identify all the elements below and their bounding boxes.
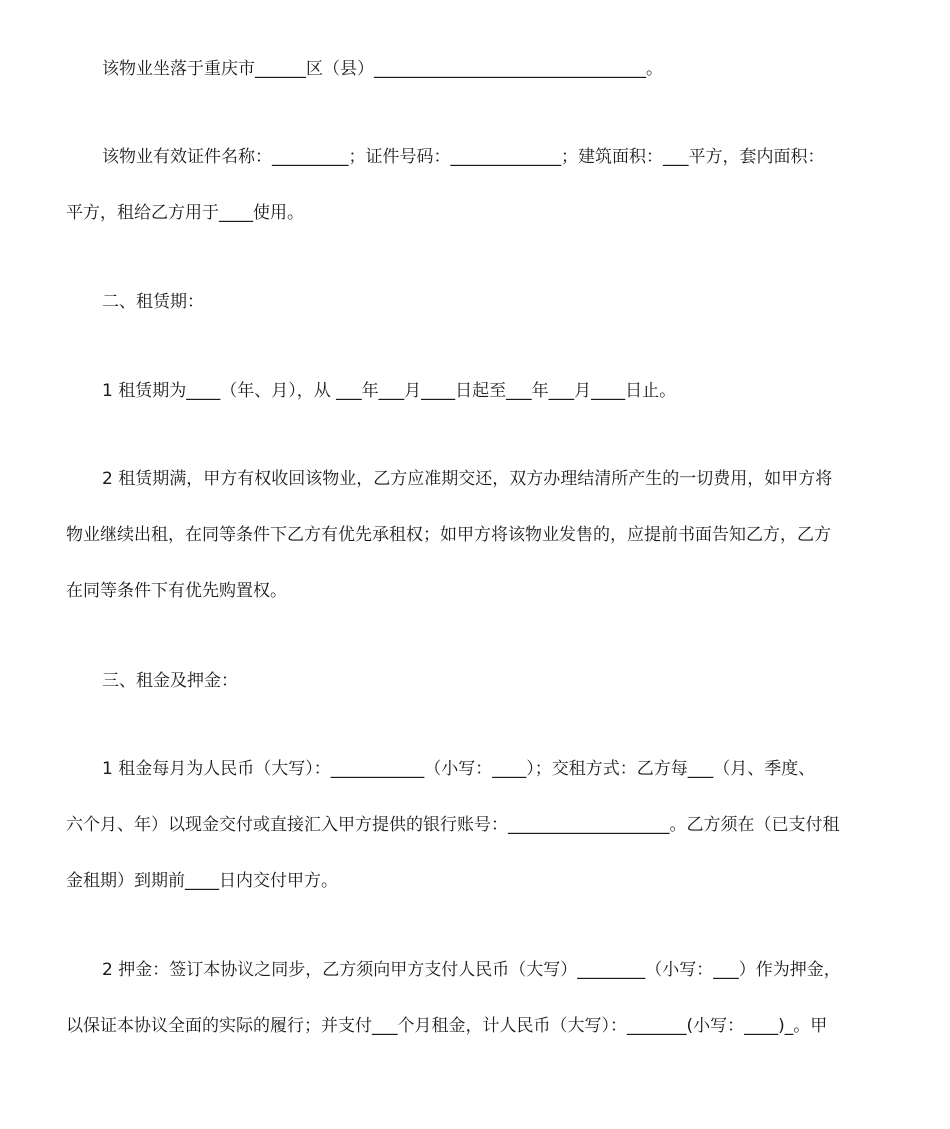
property-certificate-line: 该物业有效证件名称：_________；证件号码：_____________；建筑面积：___平方，套内面积： xyxy=(102,147,825,167)
section-heading-lease-term: 二、租赁期： xyxy=(102,292,204,312)
lease-term-clause-2-line-1: 2 租赁期满，甲方有权收回该物业，乙方应准期交还，双方办理结清所产生的一切费用，如甲方将 xyxy=(102,469,833,489)
property-location-line: 该物业坐落于重庆市______区（县）________________________________。 xyxy=(102,59,663,79)
rent-clause-1-line-2: 六个月、年）以现金交付或直接汇入甲方提供的银行账号：___________________。乙方须在（已支付租 xyxy=(66,815,840,835)
lease-term-clause-2-line-3: 在同等条件下有优先购置权。 xyxy=(66,581,287,601)
deposit-clause-2-line-1: 2 押金：签订本协议之同步，乙方须向甲方支付人民币（大写）________（小写：___）作为押金， xyxy=(102,960,841,980)
deposit-clause-2-line-2: 以保证本协议全面的实际的履行；并支付___个月租金，计人民币（大写）：_______(小写：____)_。甲 xyxy=(66,1016,828,1036)
lease-term-clause-1: 1 租赁期为____（年、月），从 ___年___月____日起至___年___月____日止。 xyxy=(102,381,677,401)
lease-term-clause-2-line-2: 物业继续出租，在同等条件下乙方有优先承租权；如甲方将该物业发售的，应提前书面告知乙方，乙方 xyxy=(66,525,831,545)
rent-clause-1-line-3: 金租期）到期前____日内交付甲方。 xyxy=(66,871,338,891)
section-heading-rent-deposit: 三、租金及押金： xyxy=(102,671,238,691)
property-usage-line: 平方，租给乙方用于____使用。 xyxy=(66,203,304,223)
rent-clause-1-line-1: 1 租金每月为人民币（大写）：___________（小写：____）；交租方式：乙方每___（月、季度、 xyxy=(102,759,816,779)
